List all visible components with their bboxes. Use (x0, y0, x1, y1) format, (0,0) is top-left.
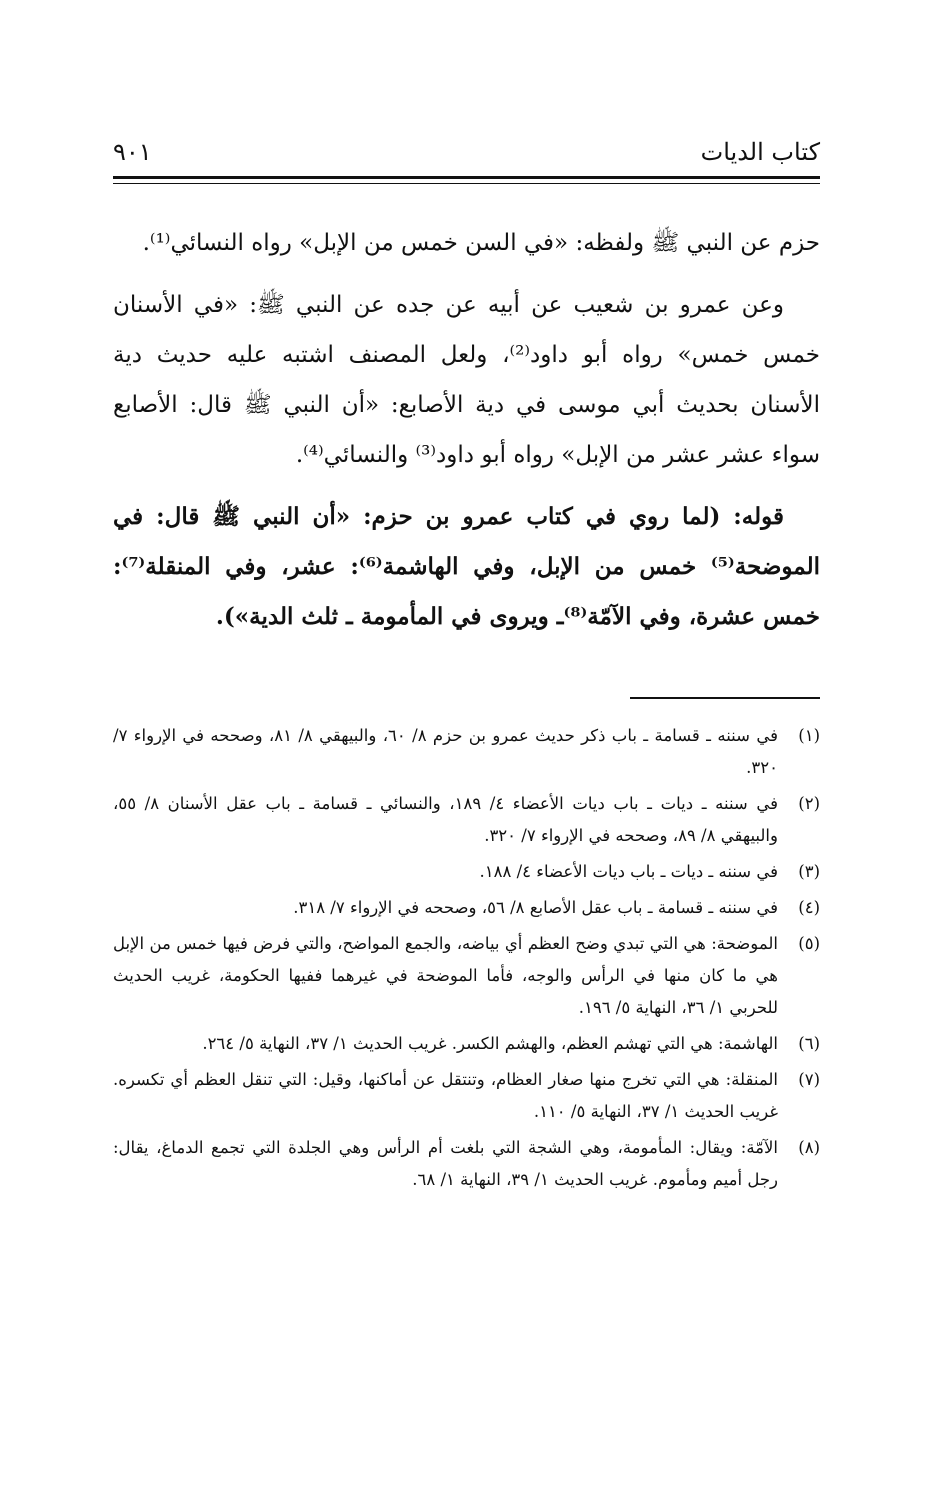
body-paragraph-3: قوله: (لما روي في كتاب عمرو بن حزم: «أن النبي ﷺ قال: في الموضحة⁽⁵⁾ خمس من الإبل، وفي الهاشمة⁽⁶⁾: عشر، وفي المنقلة⁽⁷⁾: خمس عشرة، وفي الآمّة⁽⁸⁾ـ ويروى في المأمومة ـ ثلث الدية»). (113, 503, 820, 630)
footnote-text: في سننه ـ ديات ـ باب ديات الأعضاء ٤/ ١٨٩، والنسائي ـ قسامة ـ باب عقل الأسنان ٨/ ٥٥، والبيهقي ٨/ ٨٩، وصححه في الإرواء ٧/ ٣٢٠. (113, 794, 778, 845)
footnote-number: (٦) (798, 1034, 820, 1053)
footnote-number: (٥) (798, 934, 820, 953)
footnote-number: (٨) (798, 1138, 820, 1157)
page-number: ٩٠١ (113, 138, 152, 166)
footnote-text: الآمّة: ويقال: المأمومة، وهي الشجة التي بلغت أم الرأس وهي الجلدة التي تجمع الدماغ، يقال: رجل أميم ومأموم. غريب الحديث ١/ ٣٩، النهاية ١/ ٦٨. (113, 1138, 778, 1189)
footnote-3 (113, 856, 820, 888)
footnotes (113, 720, 820, 1200)
body-paragraph-2: وعن عمرو بن شعيب عن أبيه عن جده عن النبي ﷺ: «في الأسنان خمس خمس» رواه أبو داود⁽²⁾، ولعل المصنف اشتبه عليه حديث دية الأسنان بحديث أبي موسى في دية الأصابع: «أن النبي ﷺ قال: الأصابع سواء عشر عشر من الإبل» رواه أبو داود⁽³⁾ والنسائي⁽⁴⁾. (113, 292, 820, 468)
footnote-text: في سننه ـ قسامة ـ باب ذكر حديث عمرو بن حزم ٨/ ٦٠، والبيهقي ٨/ ٨١، وصححه في الإرواء ٧/ ٣٢٠. (113, 726, 778, 777)
footnote-text: الهاشمة: هي التي تهشم العظم، والهشم الكسر. غريب الحديث ١/ ٣٧، النهاية ٥/ ٢٦٤. (202, 1034, 778, 1053)
footnote-7 (113, 1064, 820, 1128)
body-paragraph-1: حزم عن النبي ﷺ ولفظه: «في السن خمس من الإبل» رواه النسائي⁽¹⁾. (142, 230, 820, 256)
footnote-number: (٧) (798, 1070, 820, 1089)
running-title: كتاب الديات (700, 138, 820, 166)
footnote-8 (113, 1132, 820, 1196)
header-rule-thick (113, 176, 820, 179)
footnote-separator (630, 697, 820, 699)
page-header (113, 138, 820, 178)
footnote-6 (113, 1028, 820, 1060)
header-rule-thin (113, 183, 820, 184)
footnote-number: (٤) (798, 898, 820, 917)
footnote-4 (113, 892, 820, 924)
main-text (113, 218, 820, 642)
footnote-5 (113, 928, 820, 1024)
footnote-text: في سننه ـ ديات ـ باب ديات الأعضاء ٤/ ١٨٨. (479, 862, 778, 881)
footnote-text: المنقلة: هي التي تخرج منها صغار العظام، وتنتقل عن أماكنها، وقيل: التي تنقل العظم أي تكسره. غريب الحديث ١/ ٣٧، النهاية ٥/ ١١٠. (113, 1070, 778, 1121)
footnote-number: (٢) (798, 794, 820, 813)
footnote-number: (١) (798, 726, 820, 745)
footnote-number: (٣) (798, 862, 820, 881)
footnote-text: في سننه ـ قسامة ـ باب عقل الأصابع ٨/ ٥٦، وصححه في الإرواء ٧/ ٣١٨. (293, 898, 778, 917)
footnote-2 (113, 788, 820, 852)
footnote-1 (113, 720, 820, 784)
footnote-text: الموضحة: هي التي تبدي وضح العظم أي بياضه، والجمع المواضح، والتي فرض فيها خمس من الإبل هي ما كان منها في الرأس والوجه، فأما الموضحة في غيرهما ففيها الحكومة، غريب الحديث للحربي ١/ ٣٦، النهاية ٥/ ١٩٦. (113, 934, 778, 1017)
